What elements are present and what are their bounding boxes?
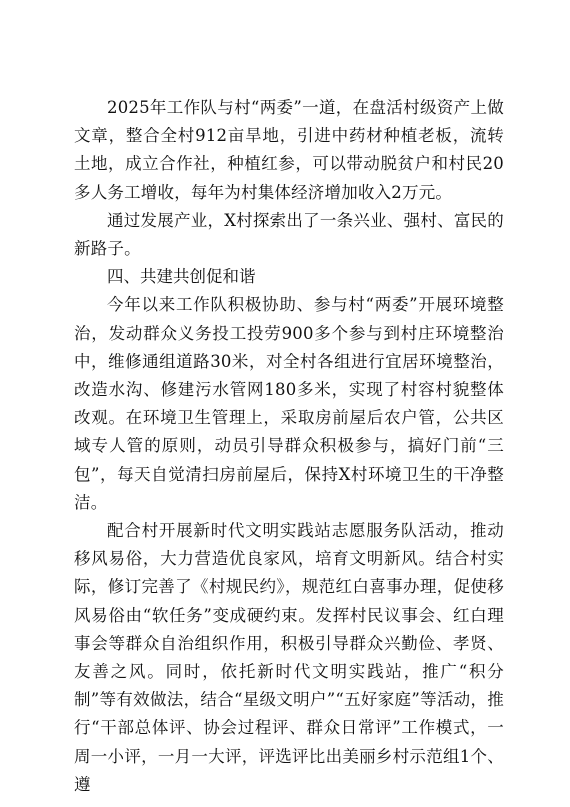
paragraph-environment-improvement: 今年以来工作队积极协助、参与村“两委”开展环境整治，发动群众义务投工投劳900多个参与到村庄环境整治中，维修通组道路30米，对全村各组进行宜居环境整治，改造水沟、修建污水管网180多米，实现了村容村貌整体改观。在环境卫生管理上，采取房前屋后农户管，公共区域专人管的原则，动员引导群众积极参与，搞好门前“三包”，每天自觉清扫房前屋后，保持X村环境卫生的干净整洁。 [74,295,504,512]
paragraph-new-path: 通过发展产业，X村探索出了一条兴业、强村、富民的新路子。 [74,210,504,259]
document-body [74,94,504,799]
paragraph-industry-cooperative: 2025年工作队与村“两委”一道，在盘活村级资产上做文章，整合全村912亩旱地，引进中药材种植老板，流转土地，成立合作社，种植红参，可以带动脱贫户和村民20多人务工增收，每年为村集体经济增加收入2万元。 [74,98,504,202]
section-heading-harmony: 四、共建共创促和谐 [107,267,256,287]
paragraph-civilization-practice: 配合村开展新时代文明实践站志愿服务队活动，推动移风易俗，大力营造优良家风，培育文明新风。结合村实际，修订完善了《村规民约》，规范红白喜事办理，促使移风易俗由“软任务”变成硬约束。发挥村民议事会、红白理事会等群众自治组织作用，积极引导群众兴勤俭、孝贤、友善之风。同时，依托新时代文明实践站，推广“积分制”等有效做法，结合“星级文明户”“五好家庭”等活动，推行“干部总体评、协会过程评、群众日常评”工作模式，一周一小评，一月一大评，评选评比出美丽乡村示范组1个、遵 [74,521,504,794]
